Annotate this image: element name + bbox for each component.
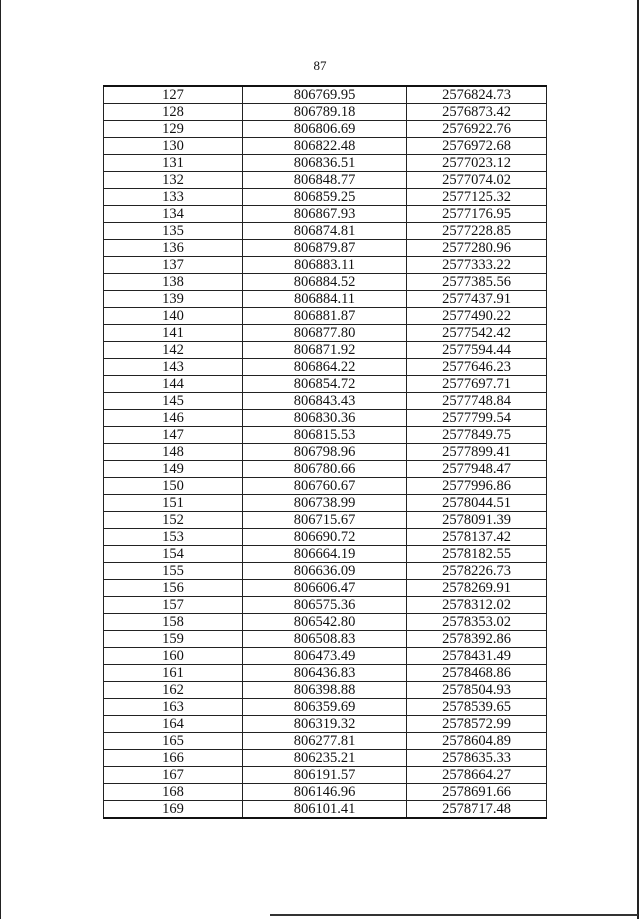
- table-row: [104, 801, 547, 819]
- point-number-cell: 157: [104, 597, 243, 614]
- y-coordinate-cell: 2578717.48: [407, 801, 547, 819]
- x-coordinate-cell: 806606.47: [243, 580, 407, 597]
- table-row: [104, 172, 547, 189]
- point-number-cell: 146: [104, 410, 243, 427]
- table-row: [104, 767, 547, 784]
- table-row: [104, 325, 547, 342]
- x-coordinate-cell: 806690.72: [243, 529, 407, 546]
- table-row: [104, 155, 547, 172]
- point-number-cell: 135: [104, 223, 243, 240]
- table-row: [104, 648, 547, 665]
- x-coordinate-cell: 806664.19: [243, 546, 407, 563]
- table-row: [104, 274, 547, 291]
- y-coordinate-cell: 2578044.51: [407, 495, 547, 512]
- point-number-cell: 159: [104, 631, 243, 648]
- point-number-cell: 169: [104, 801, 243, 819]
- x-coordinate-cell: 806508.83: [243, 631, 407, 648]
- x-coordinate-cell: 806843.43: [243, 393, 407, 410]
- x-coordinate-cell: 806542.80: [243, 614, 407, 631]
- x-coordinate-cell: 806884.11: [243, 291, 407, 308]
- y-coordinate-cell: 2578091.39: [407, 512, 547, 529]
- table-row: [104, 733, 547, 750]
- x-coordinate-cell: 806398.88: [243, 682, 407, 699]
- point-number-cell: 137: [104, 257, 243, 274]
- x-coordinate-cell: 806760.67: [243, 478, 407, 495]
- y-coordinate-cell: 2577748.84: [407, 393, 547, 410]
- x-coordinate-cell: 806769.95: [243, 86, 407, 104]
- y-coordinate-cell: 2578353.02: [407, 614, 547, 631]
- table-row: [104, 86, 547, 104]
- y-coordinate-cell: 2578468.86: [407, 665, 547, 682]
- table-row: [104, 512, 547, 529]
- point-number-cell: 168: [104, 784, 243, 801]
- table-row: [104, 563, 547, 580]
- point-number-cell: 155: [104, 563, 243, 580]
- y-coordinate-cell: 2577176.95: [407, 206, 547, 223]
- table-row: [104, 104, 547, 121]
- y-coordinate-cell: 2576972.68: [407, 138, 547, 155]
- x-coordinate-cell: 806780.66: [243, 461, 407, 478]
- y-coordinate-cell: 2577333.22: [407, 257, 547, 274]
- point-number-cell: 127: [104, 86, 243, 104]
- table-row: [104, 699, 547, 716]
- y-coordinate-cell: 2577799.54: [407, 410, 547, 427]
- x-coordinate-cell: 806319.32: [243, 716, 407, 733]
- x-coordinate-cell: 806874.81: [243, 223, 407, 240]
- y-coordinate-cell: 2576824.73: [407, 86, 547, 104]
- page-border-bottom: [270, 914, 638, 916]
- point-number-cell: 131: [104, 155, 243, 172]
- x-coordinate-cell: 806883.11: [243, 257, 407, 274]
- x-coordinate-cell: 806146.96: [243, 784, 407, 801]
- x-coordinate-cell: 806854.72: [243, 376, 407, 393]
- y-coordinate-cell: 2578635.33: [407, 750, 547, 767]
- point-number-cell: 158: [104, 614, 243, 631]
- x-coordinate-cell: 806884.52: [243, 274, 407, 291]
- table-row: [104, 495, 547, 512]
- y-coordinate-cell: 2578691.66: [407, 784, 547, 801]
- table-row: [104, 240, 547, 257]
- y-coordinate-cell: 2577023.12: [407, 155, 547, 172]
- x-coordinate-cell: 806867.93: [243, 206, 407, 223]
- y-coordinate-cell: 2578182.55: [407, 546, 547, 563]
- table-row: [104, 631, 547, 648]
- y-coordinate-cell: 2578431.49: [407, 648, 547, 665]
- y-coordinate-cell: 2578504.93: [407, 682, 547, 699]
- x-coordinate-cell: 806359.69: [243, 699, 407, 716]
- table-row: [104, 784, 547, 801]
- table-row: [104, 716, 547, 733]
- coordinates-table-container: [103, 85, 543, 819]
- table-row: [104, 665, 547, 682]
- x-coordinate-cell: 806715.67: [243, 512, 407, 529]
- y-coordinate-cell: 2577899.41: [407, 444, 547, 461]
- x-coordinate-cell: 806822.48: [243, 138, 407, 155]
- page-border-right: [637, 0, 639, 919]
- y-coordinate-cell: 2578572.99: [407, 716, 547, 733]
- x-coordinate-cell: 806848.77: [243, 172, 407, 189]
- coordinates-table: [103, 85, 547, 819]
- y-coordinate-cell: 2577125.32: [407, 189, 547, 206]
- point-number-cell: 133: [104, 189, 243, 206]
- x-coordinate-cell: 806879.87: [243, 240, 407, 257]
- table-row: [104, 189, 547, 206]
- y-coordinate-cell: 2577228.85: [407, 223, 547, 240]
- point-number-cell: 142: [104, 342, 243, 359]
- x-coordinate-cell: 806836.51: [243, 155, 407, 172]
- point-number-cell: 132: [104, 172, 243, 189]
- x-coordinate-cell: 806864.22: [243, 359, 407, 376]
- y-coordinate-cell: 2578312.02: [407, 597, 547, 614]
- table-row: [104, 376, 547, 393]
- x-coordinate-cell: 806806.69: [243, 121, 407, 138]
- y-coordinate-cell: 2577074.02: [407, 172, 547, 189]
- point-number-cell: 156: [104, 580, 243, 597]
- point-number-cell: 163: [104, 699, 243, 716]
- y-coordinate-cell: 2578664.27: [407, 767, 547, 784]
- y-coordinate-cell: 2578269.91: [407, 580, 547, 597]
- point-number-cell: 145: [104, 393, 243, 410]
- x-coordinate-cell: 806575.36: [243, 597, 407, 614]
- table-row: [104, 410, 547, 427]
- point-number-cell: 134: [104, 206, 243, 223]
- x-coordinate-cell: 806798.96: [243, 444, 407, 461]
- point-number-cell: 144: [104, 376, 243, 393]
- table-row: [104, 393, 547, 410]
- x-coordinate-cell: 806235.21: [243, 750, 407, 767]
- y-coordinate-cell: 2578392.86: [407, 631, 547, 648]
- table-row: [104, 529, 547, 546]
- table-row: [104, 546, 547, 563]
- table-row: [104, 461, 547, 478]
- y-coordinate-cell: 2578137.42: [407, 529, 547, 546]
- y-coordinate-cell: 2577594.44: [407, 342, 547, 359]
- y-coordinate-cell: 2576922.76: [407, 121, 547, 138]
- table-row: [104, 121, 547, 138]
- x-coordinate-cell: 806277.81: [243, 733, 407, 750]
- point-number-cell: 165: [104, 733, 243, 750]
- table-row: [104, 257, 547, 274]
- page-border-left: [0, 0, 1, 919]
- point-number-cell: 167: [104, 767, 243, 784]
- point-number-cell: 130: [104, 138, 243, 155]
- y-coordinate-cell: 2577948.47: [407, 461, 547, 478]
- y-coordinate-cell: 2576873.42: [407, 104, 547, 121]
- y-coordinate-cell: 2577646.23: [407, 359, 547, 376]
- point-number-cell: 161: [104, 665, 243, 682]
- y-coordinate-cell: 2577437.91: [407, 291, 547, 308]
- point-number-cell: 139: [104, 291, 243, 308]
- table-row: [104, 223, 547, 240]
- point-number-cell: 150: [104, 478, 243, 495]
- y-coordinate-cell: 2577849.75: [407, 427, 547, 444]
- point-number-cell: 152: [104, 512, 243, 529]
- y-coordinate-cell: 2577280.96: [407, 240, 547, 257]
- x-coordinate-cell: 806871.92: [243, 342, 407, 359]
- x-coordinate-cell: 806636.09: [243, 563, 407, 580]
- point-number-cell: 162: [104, 682, 243, 699]
- page-number: 87: [313, 58, 327, 73]
- point-number-cell: 154: [104, 546, 243, 563]
- point-number-cell: 140: [104, 308, 243, 325]
- table-row: [104, 359, 547, 376]
- table-row: [104, 682, 547, 699]
- point-number-cell: 138: [104, 274, 243, 291]
- table-row: [104, 342, 547, 359]
- table-row: [104, 291, 547, 308]
- x-coordinate-cell: 806101.41: [243, 801, 407, 819]
- y-coordinate-cell: 2577385.56: [407, 274, 547, 291]
- y-coordinate-cell: 2577542.42: [407, 325, 547, 342]
- point-number-cell: 166: [104, 750, 243, 767]
- point-number-cell: 136: [104, 240, 243, 257]
- table-body: [104, 86, 547, 818]
- y-coordinate-cell: 2577697.71: [407, 376, 547, 393]
- table-row: [104, 614, 547, 631]
- point-number-cell: 141: [104, 325, 243, 342]
- x-coordinate-cell: 806830.36: [243, 410, 407, 427]
- table-row: [104, 308, 547, 325]
- point-number-cell: 164: [104, 716, 243, 733]
- x-coordinate-cell: 806473.49: [243, 648, 407, 665]
- point-number-cell: 151: [104, 495, 243, 512]
- y-coordinate-cell: 2578226.73: [407, 563, 547, 580]
- x-coordinate-cell: 806191.57: [243, 767, 407, 784]
- table-row: [104, 206, 547, 223]
- point-number-cell: 148: [104, 444, 243, 461]
- table-row: [104, 597, 547, 614]
- point-number-cell: 147: [104, 427, 243, 444]
- table-row: [104, 580, 547, 597]
- point-number-cell: 160: [104, 648, 243, 665]
- table-row: [104, 138, 547, 155]
- y-coordinate-cell: 2577490.22: [407, 308, 547, 325]
- x-coordinate-cell: 806877.80: [243, 325, 407, 342]
- point-number-cell: 153: [104, 529, 243, 546]
- table-row: [104, 444, 547, 461]
- point-number-cell: 129: [104, 121, 243, 138]
- x-coordinate-cell: 806789.18: [243, 104, 407, 121]
- x-coordinate-cell: 806436.83: [243, 665, 407, 682]
- point-number-cell: 128: [104, 104, 243, 121]
- y-coordinate-cell: 2578539.65: [407, 699, 547, 716]
- y-coordinate-cell: 2577996.86: [407, 478, 547, 495]
- x-coordinate-cell: 806881.87: [243, 308, 407, 325]
- y-coordinate-cell: 2578604.89: [407, 733, 547, 750]
- x-coordinate-cell: 806859.25: [243, 189, 407, 206]
- point-number-cell: 143: [104, 359, 243, 376]
- table-row: [104, 478, 547, 495]
- x-coordinate-cell: 806738.99: [243, 495, 407, 512]
- table-row: [104, 427, 547, 444]
- table-row: [104, 750, 547, 767]
- x-coordinate-cell: 806815.53: [243, 427, 407, 444]
- point-number-cell: 149: [104, 461, 243, 478]
